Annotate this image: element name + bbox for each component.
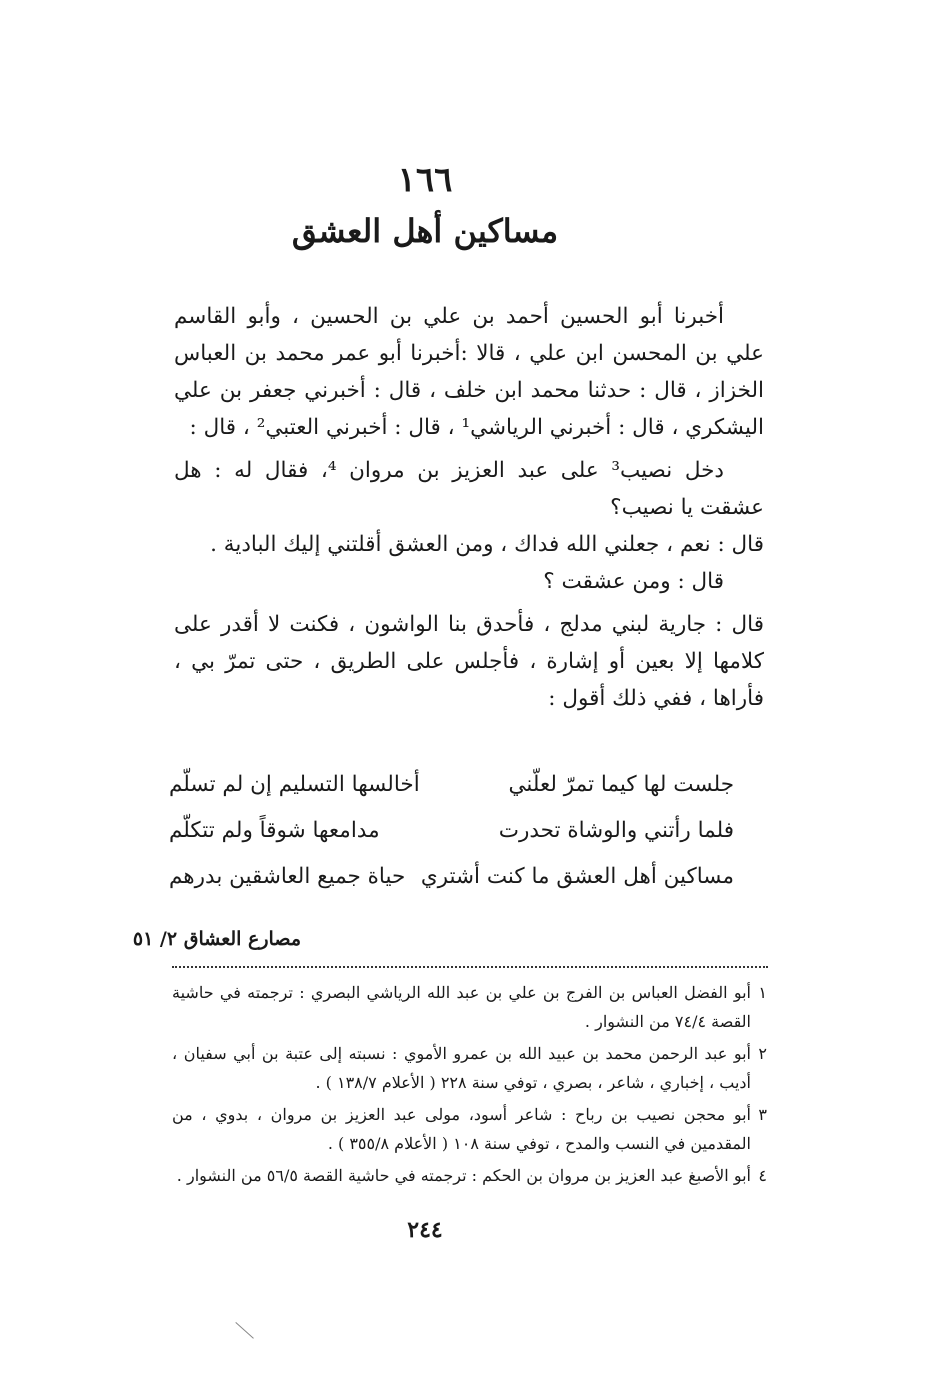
- paragraph-isnad: أخبرنا أبو الحسين أحمد بن علي بن الحسين ، وأبو القاسم علي بن المحسن ابن علي ، قالا :أخبرنا أبو عمر محمد بن العباس الخزاز ، قال : حدثنا محمد ابن خلف ، قال : أخبرني جعفر بن علي اليشكري ، قال : أخبرني الرياشي¹ ، قال : أخبرني العتبي² ، قال :: [174, 304, 764, 440]
- paragraph-followup: قال : ومن عشقت ؟: [543, 569, 724, 594]
- footnote-number: ٤: [758, 1166, 767, 1185]
- poem-verse: [169, 854, 734, 900]
- poem: [169, 762, 734, 900]
- footnote: [172, 1039, 767, 1097]
- footnote-text: أبو محجن نصيب بن رباح : شاعر أسود، مولى عبد العزيز بن مروان ، بدوي ، من المقدمين في النسب والمدح ، توفي سنة ١٠٨ ( الأعلام ٣٥٥/٨ ) .: [172, 1105, 751, 1153]
- verse-second-hemistich: حياة جميع العاشقين بدرهم: [169, 864, 406, 889]
- paragraph-question: دخل نصيب³ على عبد العزيز بن مروان ⁴، فقال له : هل عشقت يا نصيب؟: [174, 458, 764, 520]
- stray-mark: [235, 1322, 254, 1339]
- footnote-number: ٣: [758, 1105, 767, 1124]
- footnote-text: أبو عبد الرحمن محمد بن عبيد الله بن عمرو الأموي : نسبته إلى عتبة بن أبي سفيان ، أديب ، إخباري ، شاعر ، بصري ، توفي سنة ٢٢٨ ( الأعلام ١٣٨/٧ ) .: [172, 1044, 751, 1092]
- verse-first-hemistich: جلست لها كيما تمرّ لعلّني: [508, 772, 734, 797]
- footnote: [172, 978, 767, 1036]
- footnote: [172, 1161, 767, 1190]
- poem-verse: [169, 762, 734, 808]
- verse-second-hemistich: مدامعها شوقاً ولم تتكلّم: [169, 818, 380, 843]
- footnote: [172, 1100, 767, 1158]
- footnote-text: أبو الأصبغ عبد العزيز بن مروان بن الحكم : ترجمته في حاشية القصة ٥٦/٥ من النشوار .: [176, 1166, 751, 1185]
- footnote-divider: [172, 966, 768, 968]
- footnote-number: ١: [758, 983, 767, 1002]
- footnotes: [172, 978, 767, 1193]
- story-number: ١٦٦: [397, 160, 453, 200]
- poem-verse: [169, 808, 734, 854]
- page-number: ٢٤٤: [407, 1217, 443, 1243]
- paragraph-story: قال : جارية لبني مدلج ، فأحدق بنا الواشون ، فكنت لا أقدر على كلامها إلا بعين أو إشارة ، فأجلس على الطريق ، حتى تمرّ بي ، فأراها ، ففي ذلك أقول :: [174, 612, 764, 711]
- paragraph-answer: قال : نعم ، جعلني الله فداك ، ومن العشق أقلتني إليك البادية .: [210, 532, 764, 557]
- footnote-text: أبو الفضل العباس بن الفرج بن علي بن عبد الله الرياشي البصري : ترجمته في حاشية القصة ٧٤/٤ من النشوار .: [172, 983, 751, 1031]
- verse-first-hemistich: فلما رأتني والوشاة تحدرت: [498, 818, 734, 843]
- source-reference: مصارع العشاق ٢/ ٥١: [132, 928, 301, 950]
- story-title: مساكين أهل العشق: [291, 212, 559, 250]
- footnote-number: ٢: [758, 1044, 767, 1063]
- verse-second-hemistich: أخالسها التسليم إن لم تسلّم: [169, 772, 420, 797]
- story-body: [174, 298, 764, 717]
- verse-first-hemistich: مساكين أهل العشق ما كنت أشتري: [420, 864, 734, 889]
